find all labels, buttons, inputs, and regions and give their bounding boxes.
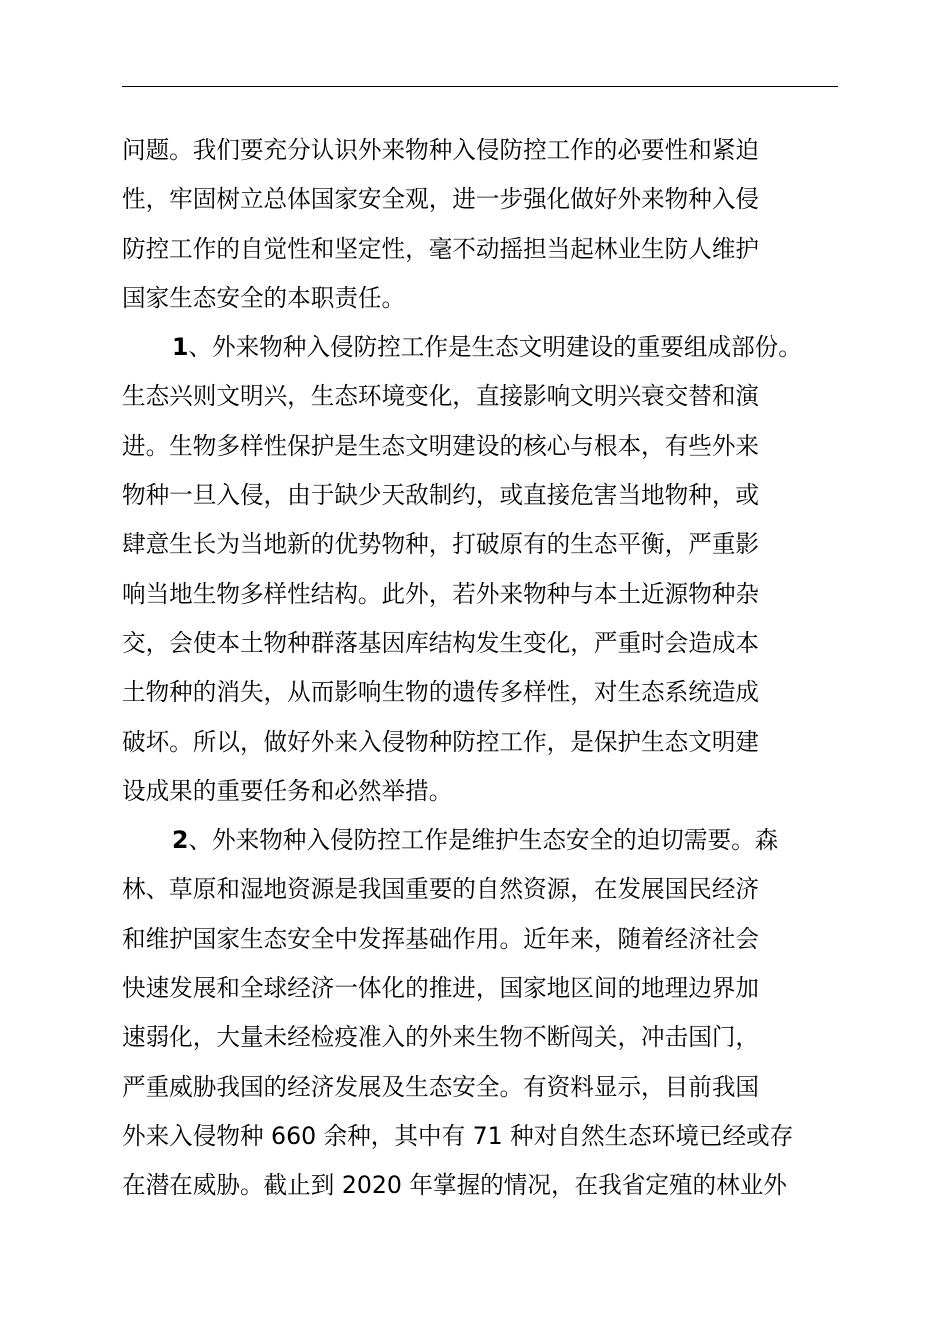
text-line: 严重威胁我国的经济发展及生态安全。有资料显示，目前我国 bbox=[122, 1072, 760, 1101]
text-line: 响当地生物多样性结构。此外，若外来物种与本土近源物种杂 bbox=[122, 579, 760, 608]
text-line: 快速发展和全球经济一体化的推进，国家地区间的地理边界加 bbox=[122, 974, 760, 1003]
text-line: 在潜在威胁。截止到 2020 年掌握的情况，在我省定殖的林业外 bbox=[122, 1171, 787, 1200]
text-line: 速弱化，大量未经检疫准入的外来生物不断闯关，冲击国门， bbox=[122, 1023, 760, 1052]
text-line: 物种一旦入侵，由于缺少天敌制约，或直接危害当地物种，或 bbox=[122, 481, 760, 510]
text-line: 交，会使本土物种群落基因库结构发生变化，严重时会造成本 bbox=[122, 628, 760, 657]
heading-text: 、外来物种入侵防控工作是维护生态安全的迫切需要。森 bbox=[188, 826, 779, 855]
text-line: 肆意生长为当地新的优势物种，打破原有的生态平衡，严重影 bbox=[122, 530, 760, 559]
text-line: 外来入侵物种 660 余种，其中有 71 种对自然生态环境已经或存 bbox=[122, 1121, 794, 1150]
item-number: 1 bbox=[172, 333, 189, 362]
text-line: 生态兴则文明兴，生态环境变化，直接影响文明兴衰交替和演 bbox=[122, 382, 760, 411]
heading-text: 、外来物种入侵防控工作是生态文明建设的重要组成部份。 bbox=[188, 333, 802, 362]
item-number: 2 bbox=[172, 826, 189, 855]
text-line: 进。生物多样性保护是生态文明建设的核心与根本，有些外来 bbox=[122, 431, 760, 460]
text-line: 国家生态安全的本职责任。 bbox=[122, 283, 406, 312]
text-line: 问题。我们要充分认识外来物种入侵防控工作的必要性和紧迫 bbox=[122, 136, 760, 164]
header-rule bbox=[122, 86, 838, 87]
paragraph-heading-2 bbox=[122, 816, 842, 865]
text-line: 防控工作的自觉性和坚定性，毫不动摇担当起林业生防人维护 bbox=[122, 234, 760, 263]
text-line: 设成果的重要任务和必然举措。 bbox=[122, 776, 453, 805]
text-line: 和维护国家生态安全中发挥基础作用。近年来，随着经济社会 bbox=[122, 924, 760, 953]
text-line: 林、草原和湿地资源是我国重要的自然资源，在发展国民经济 bbox=[122, 875, 760, 904]
paragraph-heading-1 bbox=[122, 323, 842, 372]
text-line: 性，牢固树立总体国家安全观，进一步强化做好外来物种入侵 bbox=[122, 185, 760, 214]
body-text bbox=[122, 126, 842, 1211]
text-line: 土物种的消失，从而影响生物的遗传多样性，对生态系统造成 bbox=[122, 678, 760, 707]
text-line: 破坏。所以，做好外来入侵物种防控工作，是保护生态文明建 bbox=[122, 727, 760, 756]
